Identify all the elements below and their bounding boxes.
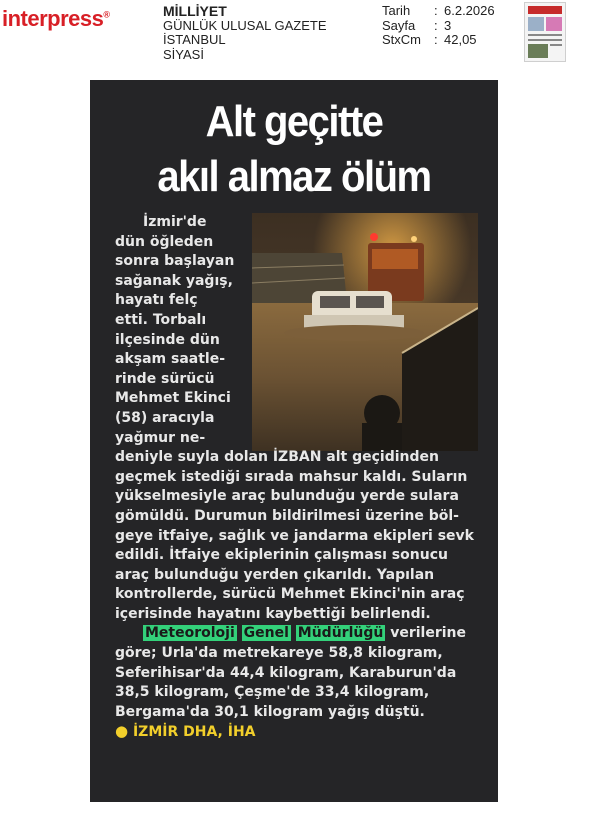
- news-article: [90, 80, 498, 802]
- article-byline: [115, 722, 485, 743]
- highlighted-term: Müdürlüğü: [297, 625, 384, 642]
- text-line: araç bulunduğu yerden çıkarıldı. Yapılan: [115, 566, 435, 583]
- text-line: 38,5 kilogram, Çeşme'de 33,4 kilogram,: [115, 684, 430, 701]
- bullet-dot-icon: ●: [115, 722, 129, 741]
- text-line: yükselmesiyle araç bulunduğu yerde sulara: [115, 488, 459, 505]
- text-line: (58) aracıyla: [115, 409, 215, 426]
- text-line: Seferihisar'da 44,4 kilogram, Karaburun'da: [115, 664, 457, 681]
- meta-key: Sayfa: [382, 17, 416, 33]
- clipping-meta: [382, 4, 504, 48]
- publication-city: İSTANBUL: [163, 32, 226, 47]
- text-line: rinde sürücü: [115, 370, 215, 387]
- meta-key: StxCm: [382, 32, 421, 47]
- text-line: verilerine: [385, 625, 466, 642]
- text-line: Mehmet Ekinci: [115, 390, 231, 407]
- interpress-logo: [2, 6, 110, 32]
- text-line: ilçesinde dün: [115, 331, 220, 348]
- text-line: dün öğleden: [115, 233, 214, 250]
- article-headline: [90, 94, 498, 204]
- text-line: gömüldü. Durumun bildirilmesi üzerine böl-: [115, 507, 459, 524]
- highlighted-term: Genel: [243, 625, 289, 642]
- text-line: akşam saatle-: [115, 351, 226, 368]
- paragraph-2: [115, 624, 485, 722]
- article-body: [115, 213, 485, 743]
- text-line: geye itfaiye, sağlık ve jandarma ekipleri sevk: [115, 527, 474, 544]
- meta-value: 3: [444, 17, 452, 33]
- text-line: edildi. İtfaiye ekiplerinin çalışması sonucu: [115, 547, 448, 564]
- text-line: sonra başlayan: [115, 253, 235, 270]
- text-line: etti. Torbalı: [115, 311, 207, 328]
- text-line: deniyle suyla dolan İZBAN alt geçidinden: [115, 449, 440, 466]
- meta-row-stxcm: StxCm : 42,05: [382, 33, 504, 48]
- meta-row-page: Sayfa : 3: [382, 19, 504, 34]
- page-thumbnail[interactable]: [524, 2, 566, 62]
- publication-info: [163, 4, 327, 62]
- publication-section: SİYASİ: [163, 46, 204, 62]
- publication-type: GÜNLÜK ULUSAL GAZETE: [163, 17, 327, 33]
- text-line: yağmur ne-: [115, 429, 206, 446]
- registered-mark-icon: ®: [103, 9, 110, 20]
- text-line: geçmek istediği sırada mahsur kaldı. Suların: [115, 468, 468, 485]
- headline-line: akıl almaz ölüm: [157, 152, 431, 201]
- headline-line: Alt geçitte: [205, 97, 383, 146]
- text-line: İzmir'de: [143, 214, 207, 230]
- text-line: Bergama'da 30,1 kilogram yağış düştü.: [115, 703, 425, 720]
- text-line: sağanak yağış,: [115, 272, 233, 289]
- byline-city: İZMİR: [132, 724, 179, 741]
- text-line: göre; Urla'da metrekareye 58,8 kilogram,: [115, 645, 443, 662]
- meta-value: 6.2.2026: [444, 3, 495, 18]
- paragraph-1: [115, 213, 485, 624]
- meta-row-date: Tarih : 6.2.2026: [382, 4, 504, 19]
- byline-agency: DHA, İHA: [183, 724, 256, 741]
- publication-name: MİLLİYET: [163, 3, 227, 19]
- meta-value: 42,05: [444, 32, 477, 47]
- logo-text: interpress: [2, 6, 104, 31]
- clipping-header: [0, 0, 590, 70]
- text-line: hayatı felç: [115, 292, 198, 309]
- text-line: kontrollerde, sürücü Mehmet Ekinci'nin araç: [115, 586, 465, 603]
- meta-key: Tarih: [382, 3, 411, 18]
- text-line: içerisinde hayatını kaybettiği belirlendi.: [115, 605, 431, 622]
- highlighted-term: Meteoroloji: [145, 625, 235, 642]
